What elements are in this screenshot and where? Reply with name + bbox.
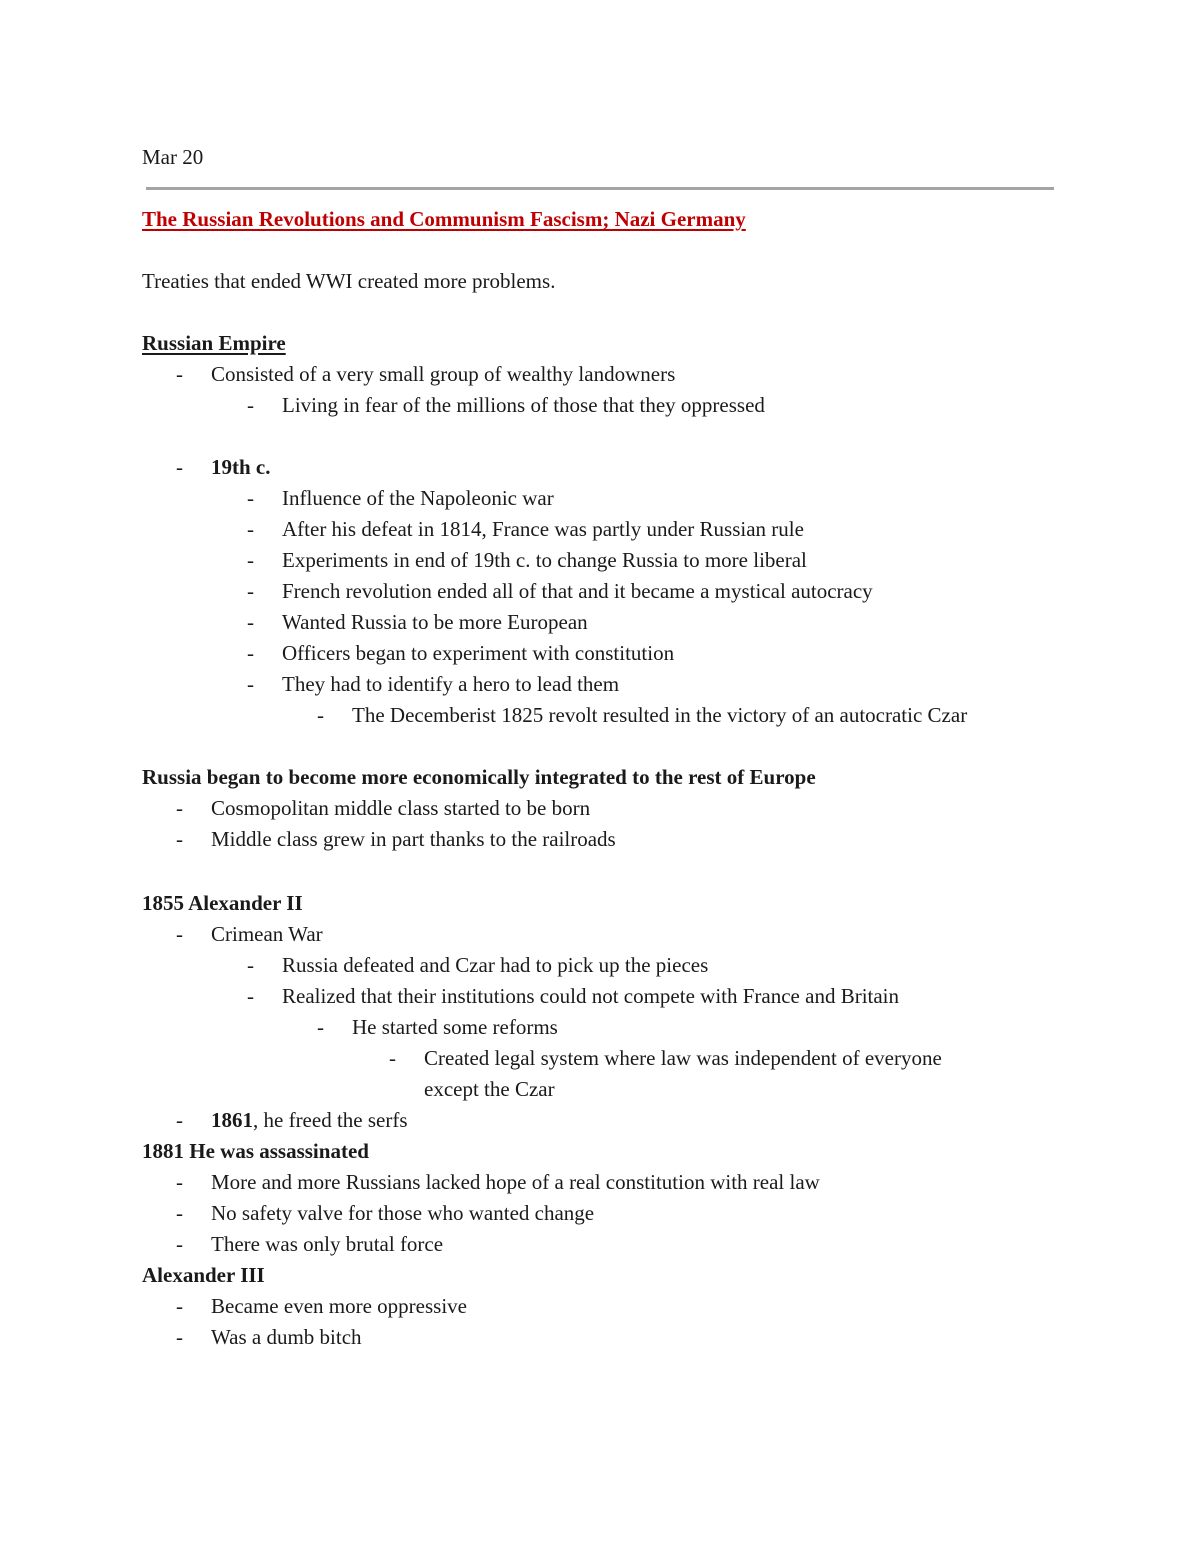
list-item-text: Realized that their institutions could not compete with France and Britain (282, 984, 900, 1008)
horizontal-rule (146, 187, 1054, 190)
serfs-text: , he freed the serfs (253, 1108, 408, 1132)
section-heading-19th-century: 19th c. (211, 455, 271, 479)
bullet-dash: - (247, 517, 254, 541)
section-heading-assassination: 1881 He was assassinated (142, 1139, 369, 1163)
bullet-dash: - (176, 455, 183, 479)
list-item-text: Consisted of a very small group of wealthy landowners (211, 362, 676, 386)
bullet-dash: - (176, 1294, 183, 1318)
bullet-dash: - (176, 362, 183, 386)
list-item-text: Was a dumb bitch (211, 1325, 362, 1349)
list-item-text: Became even more oppressive (211, 1294, 467, 1318)
page-title: The Russian Revolutions and Communism Fascism; Nazi Germany (142, 207, 746, 231)
section-heading-alexander-ii: 1855 Alexander II (142, 891, 303, 915)
bullet-dash: - (176, 1201, 183, 1225)
bullet-dash: - (247, 393, 254, 417)
list-item-text: Wanted Russia to be more European (282, 610, 588, 634)
bullet-dash: - (247, 641, 254, 665)
bullet-dash: - (247, 984, 254, 1008)
bullet-dash: - (247, 486, 254, 510)
list-item-text: No safety valve for those who wanted change (211, 1201, 595, 1225)
list-item-text: Living in fear of the millions of those that they oppressed (282, 393, 765, 417)
list-item-text: Experiments in end of 19th c. to change Russia to more liberal (282, 548, 807, 572)
list-item-text (211, 1106, 408, 1134)
bullet-dash: - (247, 672, 254, 696)
bullet-dash: - (247, 610, 254, 634)
bullet-dash: - (176, 1170, 183, 1194)
section-heading-russian-empire: Russian Empire (142, 331, 286, 355)
note-date: Mar 20 (142, 145, 204, 169)
section-heading-integration: Russia began to become more economically integrated to the rest of Europe (142, 765, 816, 789)
list-item-text: Crimean War (211, 922, 323, 946)
list-item-text: The Decemberist 1825 revolt resulted in the victory of an autocratic Czar (352, 703, 968, 727)
list-item-text: Middle class grew in part thanks to the railroads (211, 827, 616, 851)
list-item-text: They had to identify a hero to lead them (282, 672, 620, 696)
bullet-dash: - (176, 827, 183, 851)
bullet-dash: - (247, 953, 254, 977)
list-item-text: More and more Russians lacked hope of a real constitution with real law (211, 1170, 820, 1194)
bullet-dash: - (176, 796, 183, 820)
list-item-text: except the Czar (424, 1077, 555, 1101)
list-item-text: After his defeat in 1814, France was partly under Russian rule (282, 517, 804, 541)
year-1861: 1861 (211, 1108, 253, 1132)
bullet-dash: - (176, 1232, 183, 1256)
list-item-text: He started some reforms (352, 1015, 558, 1039)
list-item-text: Influence of the Napoleonic war (282, 486, 554, 510)
bullet-dash: - (247, 579, 254, 603)
list-item-text: Created legal system where law was independent of everyone (424, 1046, 942, 1070)
list-item-text: Russia defeated and Czar had to pick up the pieces (282, 953, 709, 977)
bullet-dash: - (176, 1108, 183, 1132)
bullet-dash: - (389, 1046, 396, 1070)
bullet-dash: - (317, 703, 324, 727)
list-item-text: Officers began to experiment with constitution (282, 641, 675, 665)
bullet-dash: - (176, 922, 183, 946)
bullet-dash: - (247, 548, 254, 572)
section-heading-alexander-iii: Alexander III (142, 1263, 265, 1287)
list-item-text: There was only brutal force (211, 1232, 444, 1256)
intro-line: Treaties that ended WWI created more problems. (142, 269, 556, 293)
bullet-dash: - (317, 1015, 324, 1039)
list-item-text: Cosmopolitan middle class started to be born (211, 796, 591, 820)
list-item-text: French revolution ended all of that and it became a mystical autocracy (282, 579, 873, 603)
bullet-dash: - (176, 1325, 183, 1349)
